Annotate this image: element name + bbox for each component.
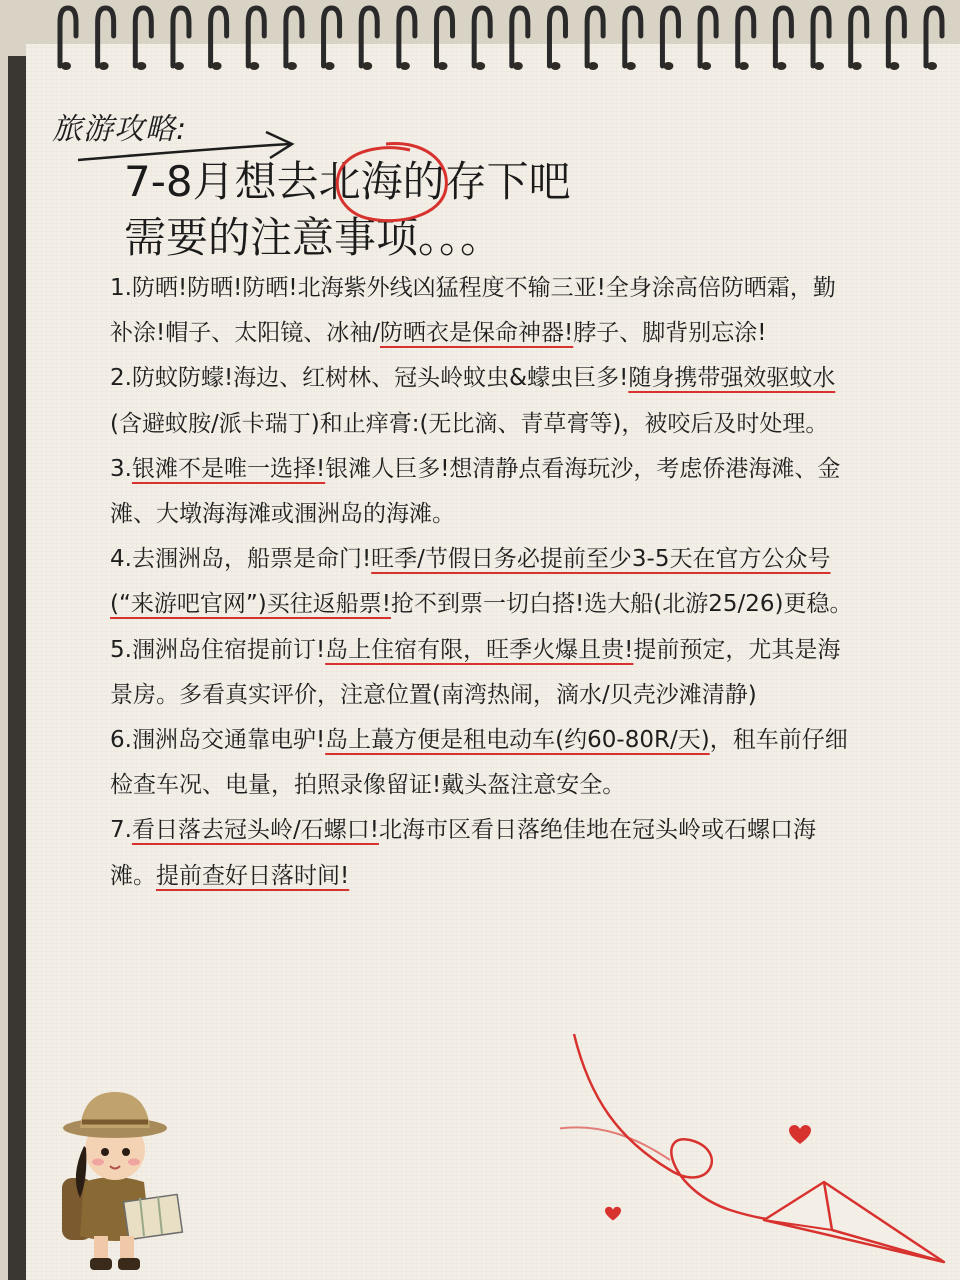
binder-ring-icon xyxy=(286,8,302,66)
title-line-1-before: 7-8月想去 xyxy=(124,157,319,206)
tips-list xyxy=(110,266,855,899)
page-title xyxy=(124,154,844,266)
tip-item xyxy=(110,808,855,898)
tip-item xyxy=(110,266,855,356)
binder-ring-icon xyxy=(700,8,716,66)
explorer-girl-illustration xyxy=(40,1086,190,1276)
highlighted-text: 岛上蕞方便是租电动车(约60-80R/天) xyxy=(325,727,710,754)
tip-text: (含避蚊胺/派卡瑞丁)和止痒膏:(无比滴、青草膏等)，被咬后及时处理。 xyxy=(110,410,829,437)
tip-text: 5.涠洲岛住宿提前订! xyxy=(110,636,326,663)
title-line-2: 需要的注意事项。。。 xyxy=(124,213,503,262)
tip-text: 4.去涠洲岛，船票是命门! xyxy=(110,546,372,573)
tip-text: 北海市区看日落绝佳地在冠头岭或石螺口海滩。 xyxy=(110,817,816,889)
tip-text: 3. xyxy=(110,455,132,482)
highlighted-text: 旺季/节假日务必提前至少3-5天在官方公众号(“来游吧官网”)买往返船票! xyxy=(110,546,831,618)
heart-icon xyxy=(604,1206,622,1222)
binder-ring-icon xyxy=(98,8,114,66)
binder-ring-icon xyxy=(135,8,151,66)
highlighted-text: 岛上住宿有限，旺季火爆且贵! xyxy=(325,636,634,663)
binder-ring-icon xyxy=(60,8,76,66)
binder-ring-icon xyxy=(173,8,189,66)
binder-ring-icon xyxy=(625,8,641,66)
heart-icon xyxy=(788,1124,812,1146)
binder-ring-icon xyxy=(437,8,453,66)
binder-ring-icon xyxy=(549,8,565,66)
binder-ring-icon xyxy=(324,8,340,66)
binder-ring-icon xyxy=(361,8,377,66)
highlighted-text: 防晒衣是保命神器! xyxy=(379,320,574,347)
tip-text: 7. xyxy=(110,817,132,844)
binder-ring-icon xyxy=(248,8,264,66)
tip-text: 6.涠洲岛交通靠电驴! xyxy=(110,727,326,754)
circle-mark-icon xyxy=(326,138,456,230)
binder-ring-icon xyxy=(512,8,528,66)
kicker-label: 旅游攻略: xyxy=(52,112,188,147)
binder-ring-icon xyxy=(211,8,227,66)
binder-ring-icon xyxy=(662,8,678,66)
binder-ring-icon xyxy=(888,8,904,66)
tip-text: 抢不到票一切白搭!选大船(北游25/26)更稳。 xyxy=(391,591,853,618)
title-circled-word: 北海 xyxy=(318,157,403,206)
tip-text: 脖子、脚背别忘涂! xyxy=(573,320,767,347)
tip-item xyxy=(110,628,855,718)
tip-item xyxy=(110,356,855,446)
paper-plane-icon xyxy=(760,1180,950,1270)
binder-ring-icon xyxy=(813,8,829,66)
binder-ring-icon xyxy=(399,8,415,66)
title-line-1-after: 的存下吧 xyxy=(402,157,571,206)
binder-ring-icon xyxy=(775,8,791,66)
highlighted-text: 提前查好日落时间! xyxy=(156,862,350,889)
tip-text: 提前预定，尤其是海景房。多看真实评价，注意位置(南湾热闹，滴水/贝壳沙滩清静) xyxy=(110,636,841,708)
title-line-1 xyxy=(124,154,844,210)
tip-text: 2.防蚊防蠓!海边、红树林、冠头岭蚊虫&蠓虫巨多! xyxy=(110,365,629,392)
tip-text: 1.防晒!防晒!防晒!北海紫外线凶猛程度不输三亚!全身涂高倍防晒霜，勤补涂!帽子、太阳镜、冰袖/ xyxy=(110,275,836,347)
binder-ring-icon xyxy=(738,8,754,66)
binder-ring-icon xyxy=(0,0,960,80)
tip-item xyxy=(110,537,855,627)
highlighted-text: 随身携带强效驱蚊水 xyxy=(628,365,836,392)
binder-ring-icon xyxy=(926,8,942,66)
tip-text: 银滩人巨多!想清静点看海玩沙，考虑侨港海滩、金滩、大墩海海滩或涠洲岛的海滩。 xyxy=(110,455,841,528)
highlighted-text: 银滩不是唯一选择! xyxy=(131,455,326,482)
highlighted-text: 看日落去冠头岭/石螺口! xyxy=(131,817,379,844)
tip-item xyxy=(110,718,855,808)
tip-item xyxy=(110,447,855,537)
binder-ring-icon xyxy=(587,8,603,66)
binder-ring-icon xyxy=(474,8,490,66)
binder-ring-icon xyxy=(851,8,867,66)
tip-text: ，租车前仔细检查车况、电量，拍照录像留证!戴头盔注意安全。 xyxy=(110,727,848,799)
